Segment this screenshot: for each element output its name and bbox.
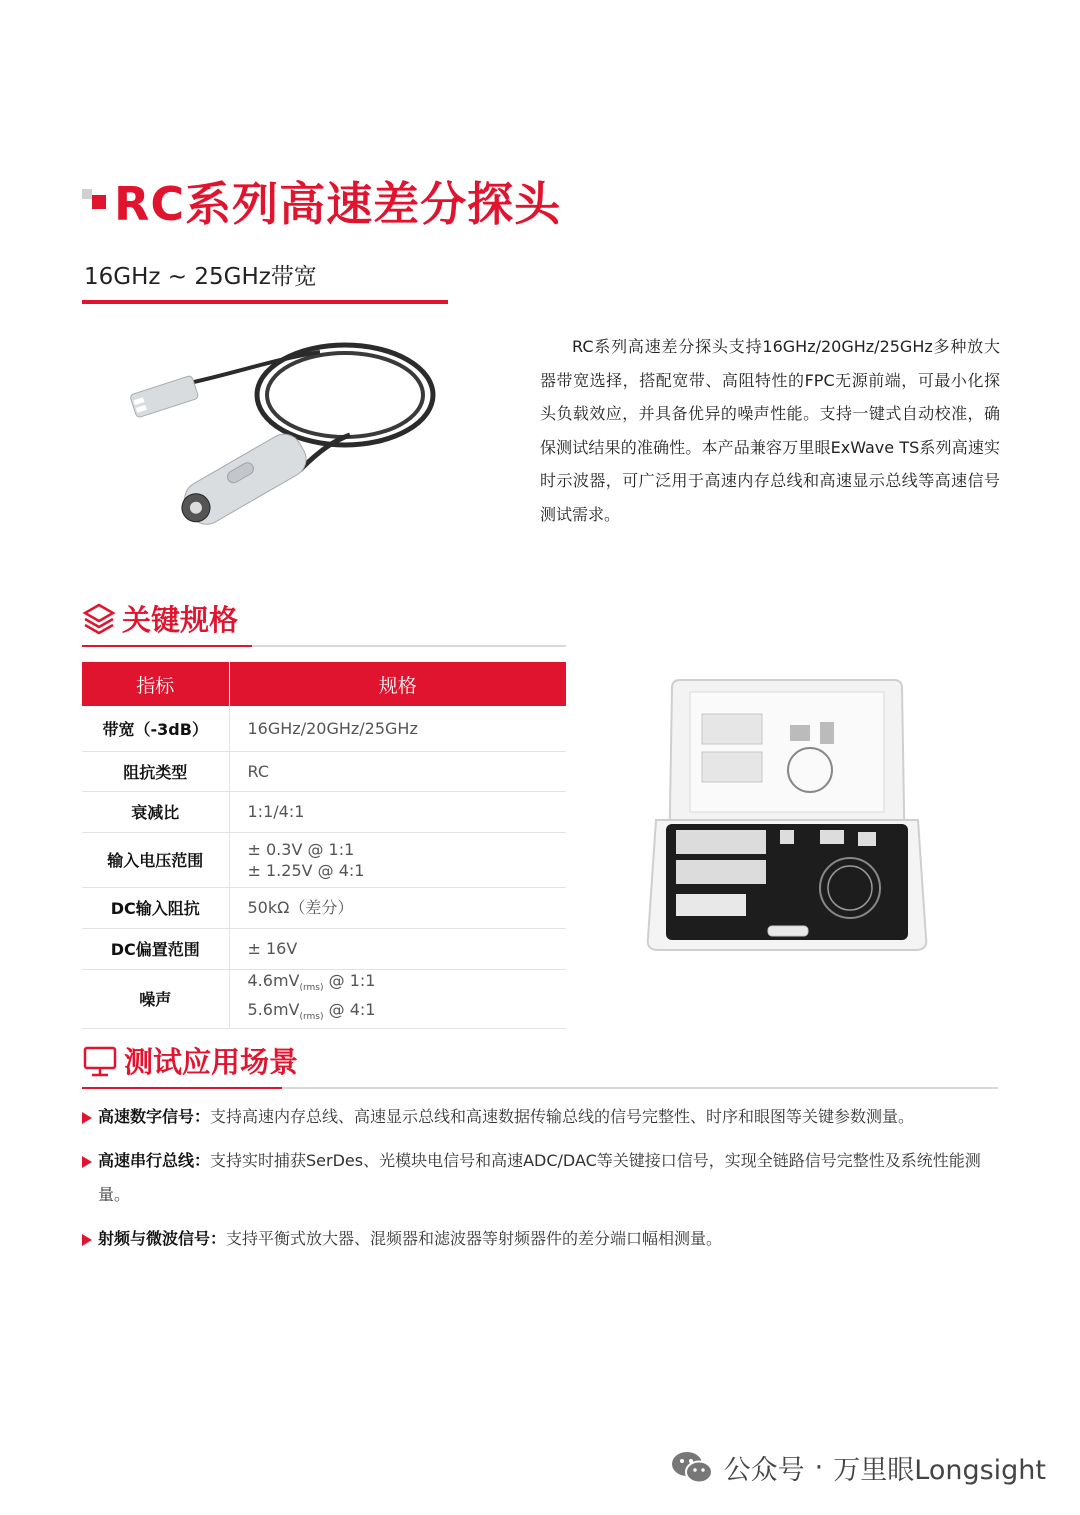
spec-key: DC输入阻抗 <box>82 887 229 928</box>
spec-header-value: 规格 <box>229 662 566 706</box>
spec-table <box>82 662 566 1029</box>
monitor-icon <box>82 1044 118 1078</box>
title-marker-icon <box>82 181 110 221</box>
bandwidth-subtitle: 16GHz ~ 25GHz带宽 <box>84 264 317 290</box>
table-row <box>82 706 566 751</box>
app-text: 支持高速内存总线、高速显示总线和高速数据传输总线的信号完整性、时序和眼图等关键参数测量。 <box>210 1107 915 1126</box>
spec-key: 噪声 <box>82 969 229 1028</box>
spec-key: 阻抗类型 <box>82 751 229 791</box>
table-row <box>82 928 566 969</box>
subtitle-underline <box>82 300 448 304</box>
page-title-block <box>82 168 561 234</box>
list-item <box>82 1100 1002 1134</box>
footer-brand: 万里眼Longsight <box>833 1455 1046 1486</box>
spec-table-header <box>82 662 566 706</box>
applications-title: 测试应用场景 <box>124 1045 299 1079</box>
key-specs-heading <box>82 598 238 639</box>
spec-value: 50kΩ（差分） <box>229 887 566 928</box>
spec-value <box>229 832 566 887</box>
spec-key: 衰减比 <box>82 791 229 832</box>
probe-product-image <box>120 330 450 540</box>
app-label: 射频与微波信号： <box>98 1229 227 1248</box>
footer-account: 公众号 <box>723 1455 805 1486</box>
spec-value: RC <box>229 751 566 791</box>
spec-value: 1:1/4:1 <box>229 791 566 832</box>
table-row <box>82 751 566 791</box>
noise-line-2: $5.6mV_{(rms)}$ @ 4:1 <box>247 999 376 1022</box>
app-label: 高速数字信号： <box>98 1107 211 1126</box>
list-item <box>82 1222 1002 1256</box>
app-label: 高速串行总线： <box>98 1151 211 1170</box>
triangle-bullet-icon <box>82 1112 92 1124</box>
applications-divider <box>82 1087 998 1089</box>
wechat-watermark <box>670 1448 1046 1487</box>
noise-line-1: $4.6mV_{(rms)}$ @ 1:1 <box>247 970 376 993</box>
spec-value: 16GHz/20GHz/25GHz <box>229 706 566 751</box>
layers-icon <box>82 602 116 636</box>
key-specs-title: 关键规格 <box>122 603 239 637</box>
footer-separator: · <box>814 1452 824 1483</box>
applications-heading <box>82 1040 298 1081</box>
applications-list <box>82 1100 1002 1266</box>
product-description: RC系列高速差分探头支持16GHz/20GHz/25GHz多种放大器带宽选择，搭配宽带、高阻特性的FPC无源前端，可最小化探头负载效应，并具备优异的噪声性能。支持一键式自动校准，确保测试结果的准确性。本产品兼容万里眼ExWave TS系列高速实时示波器，可广泛用于高速内存总线和高速显示总线等高速信号测试需求。 <box>540 337 1000 524</box>
app-text: 支持平衡式放大器、混频器和滤波器等射频器件的差分端口幅相测量。 <box>226 1229 723 1248</box>
spec-key: 输入电压范围 <box>82 832 229 887</box>
triangle-bullet-icon <box>82 1156 92 1168</box>
list-item <box>82 1144 1002 1212</box>
spec-value <box>229 969 566 1028</box>
key-specs-divider <box>82 645 566 647</box>
spec-value-line: ± 0.3V @ 1:1 <box>247 839 355 859</box>
spec-value-line: ± 1.25V @ 4:1 <box>247 860 365 880</box>
spec-key: 带宽（-3dB） <box>82 706 229 751</box>
table-row <box>82 791 566 832</box>
spec-value: ± 16V <box>229 928 566 969</box>
spec-key: DC偏置范围 <box>82 928 229 969</box>
wechat-icon <box>670 1449 714 1487</box>
page-title: RC系列高速差分探头 <box>114 177 562 231</box>
carry-case-image <box>640 670 934 962</box>
triangle-bullet-icon <box>82 1234 92 1246</box>
spec-header-key: 指标 <box>82 662 229 706</box>
table-row <box>82 887 566 928</box>
table-row <box>82 832 566 887</box>
table-row <box>82 969 566 1028</box>
app-text: 支持实时捕获SerDes、光模块电信号和高速ADC/DAC等关键接口信号，实现全链路信号完整性及系统性能测量。 <box>98 1151 981 1204</box>
